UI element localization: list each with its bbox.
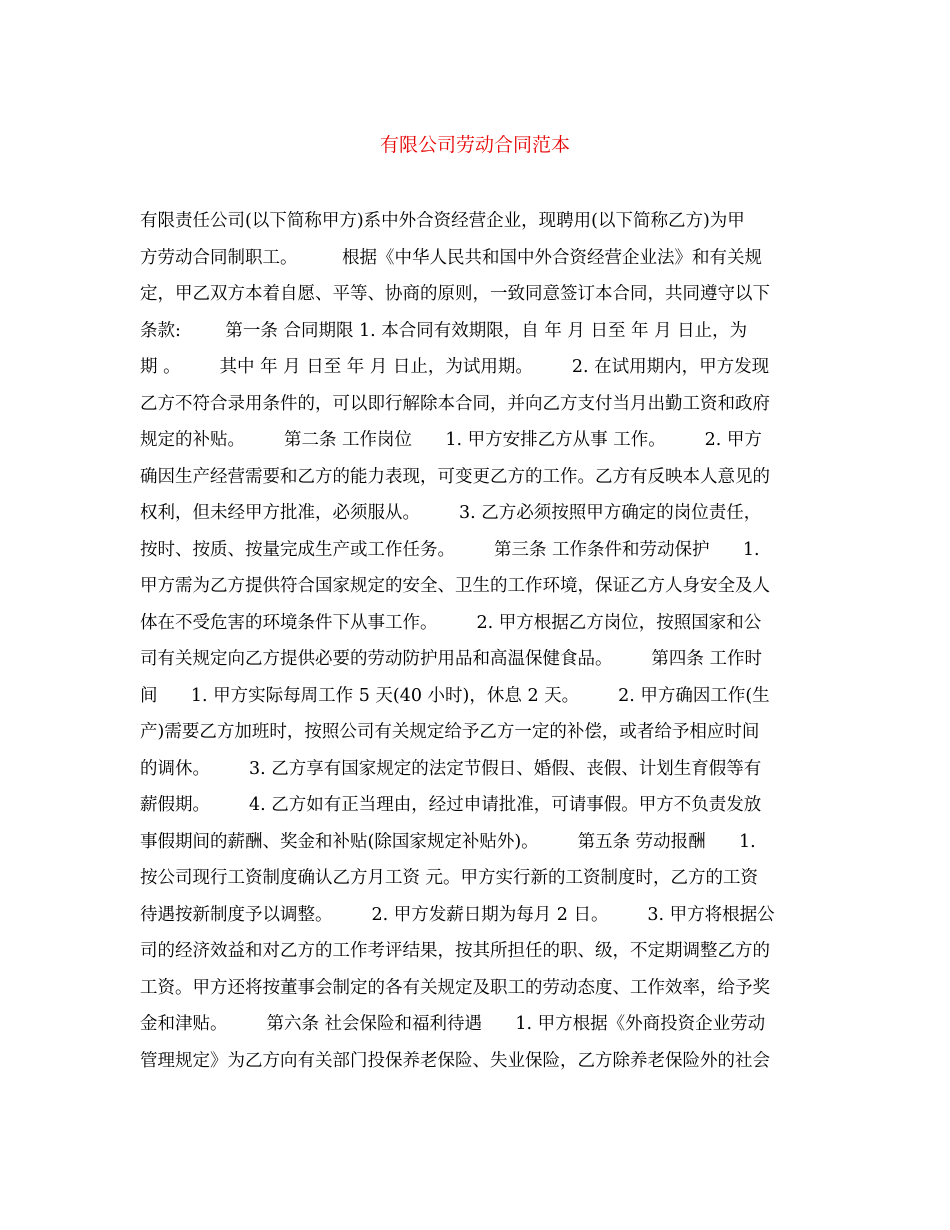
body-line: 司有关规定向乙方提供必要的劳动防护用品和高温保健食品。 第四条 工作时: [140, 649, 762, 669]
body-line: 按公司现行工资制度确认乙方月工资 元。甲方实行新的工资制度时，乙方的工资: [140, 868, 759, 888]
body-line: 条款: 第一条 合同期限 1. 本合同有效期限，自 年 月 日至 年 月 日止，为: [140, 320, 748, 341]
body-line: 按时、按质、按量完成生产或工作任务。 第三条 工作条件和劳动保护 1.: [140, 539, 760, 560]
body-line: 司的经济效益和对乙方的工作考评结果，按其所担任的职、级，不定期调整乙方的: [140, 941, 770, 961]
body-line: 的调休。 3. 乙方享有国家规定的法定节假日、婚假、丧假、计划生育假等有: [140, 758, 762, 779]
body-line: 权利，但未经甲方批准，必须服从。 3. 乙方必须按照甲方确定的岗位责任，: [140, 503, 762, 523]
body-line: 间 1. 甲方实际每周工作 5 天(40 小时)，休息 2 天。 2. 甲方确因工作(生: [140, 685, 770, 706]
body-line: 乙方不符合录用条件的，可以即行解除本合同，并向乙方支付当月出勤工资和政府: [140, 393, 770, 414]
body-line: 薪假期。 4. 乙方如有正当理由，经过申请批准，可请事假。甲方不负责发放: [140, 795, 762, 815]
body-line: 管理规定》为乙方向有关部门投保养老保险、失业保险，乙方除养老保险外的社会: [140, 1050, 770, 1071]
body-line: 期 。 其中 年 月 日至 年 月 日止，为试用期。 2. 在试用期内，甲方发现: [140, 357, 770, 377]
body-line: 确因生产经营需要和乙方的能力表现，可变更乙方的工作。乙方有反映本人意见的: [140, 466, 770, 487]
body-line: 方劳动合同制职工。 根据《中华人民共和国中外合资经营企业法》和有关规: [140, 247, 762, 268]
body-line: 产)需要乙方加班时，按照公司有关规定给予乙方一定的补偿，或者给予相应时间: [140, 722, 760, 742]
body-line: 工资。甲方还将按董事会制定的各有关规定及职工的劳动态度、工作效率，给予奖: [140, 977, 770, 998]
body-line: 规定的补贴。 第二条 工作岗位 1. 甲方安排乙方从事 工作。 2. 甲方: [140, 430, 762, 450]
body-line: 事假期间的薪酬、奖金和补贴(除国家规定补贴外)。 第五条 劳动报酬 1.: [140, 831, 756, 852]
body-line: 定，甲乙双方本着自愿、平等、协商的原则，一致同意签订本合同，共同遵守以下: [140, 284, 770, 304]
body-line: 金和津贴。 第六条 社会保险和福利待遇 1. 甲方根据《外商投资企业劳动: [140, 1014, 766, 1034]
body-line: 待遇按新制度予以调整。 2. 甲方发薪日期为每月 2 日。 3. 甲方将根据公: [140, 904, 775, 925]
document-title: 有限公司劳动合同范本: [379, 134, 570, 156]
body-line: 甲方需为乙方提供符合国家规定的安全、卫生的工作环境，保证乙方人身安全及人: [140, 576, 770, 596]
body-line: 有限责任公司(以下简称甲方)系中外合资经营企业，现聘用(以下简称乙方)为甲: [140, 211, 745, 231]
body-line: 体在不受危害的环境条件下从事工作。 2. 甲方根据乙方岗位，按照国家和公: [140, 612, 762, 633]
